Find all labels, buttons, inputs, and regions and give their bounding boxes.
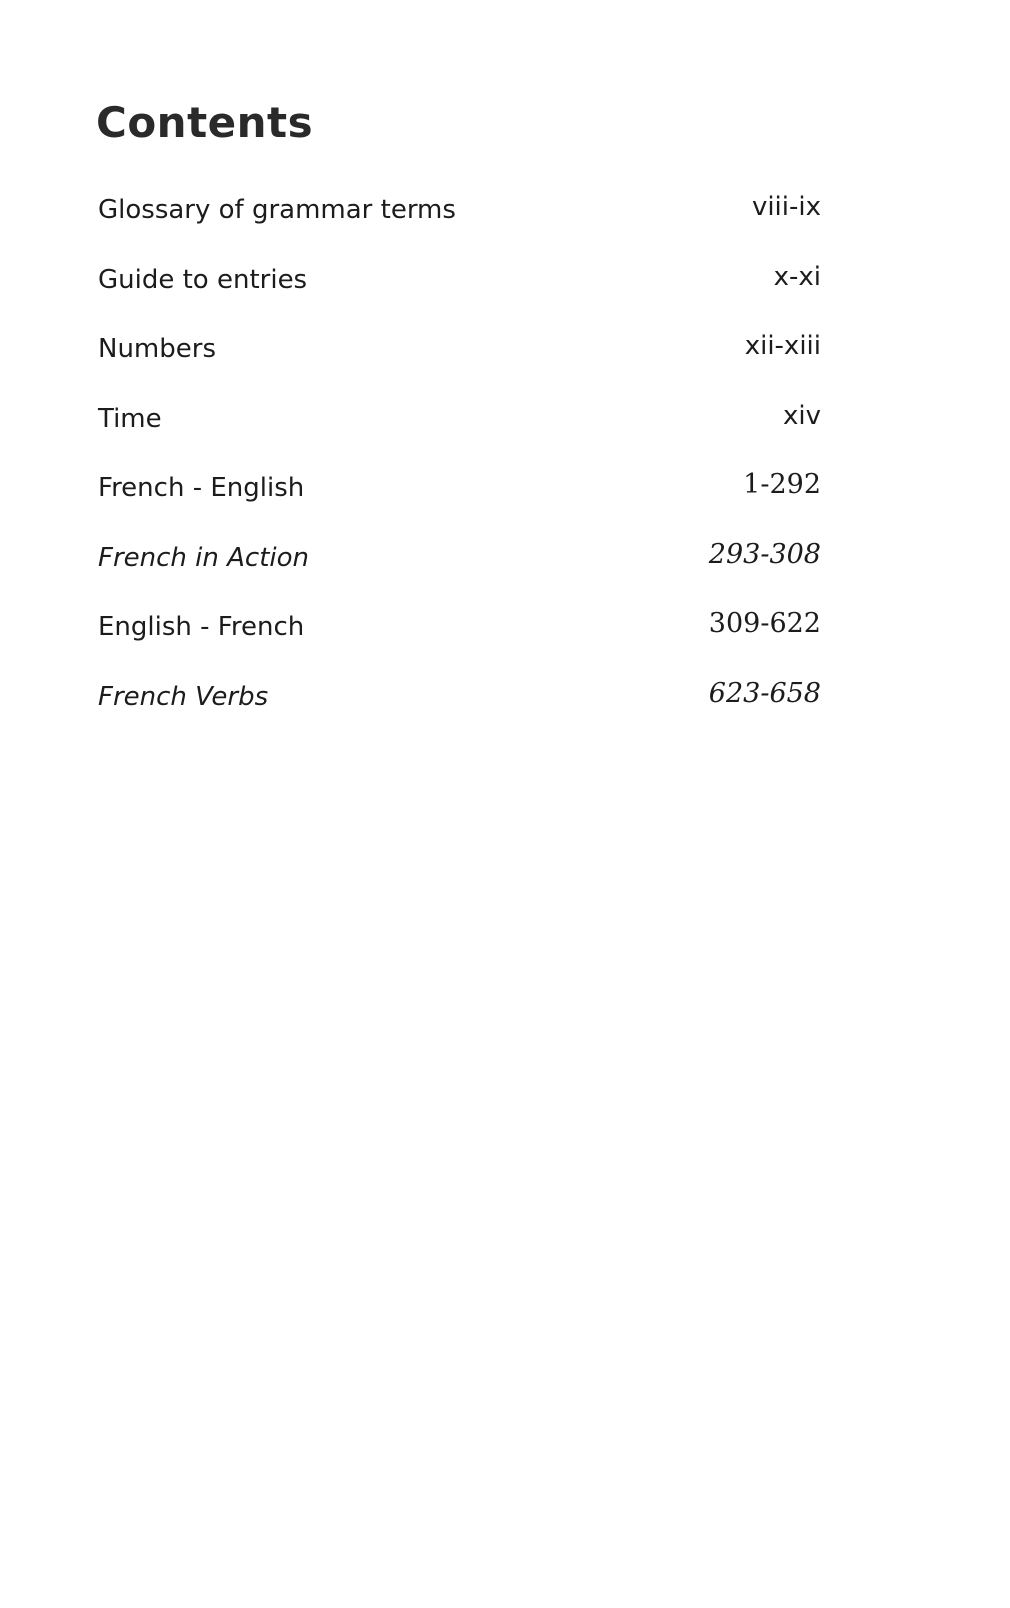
toc-entry-time	[96, 399, 821, 469]
toc-entry-glossary	[96, 190, 821, 260]
toc-entry-french-english	[96, 468, 821, 538]
toc-entry-pages: viii-ix	[751, 192, 821, 222]
toc-entry-english-french	[96, 607, 821, 677]
toc-entry-label: Glossary of grammar terms	[98, 195, 456, 225]
toc-entry-label: English - French	[98, 612, 305, 642]
toc-entry-numbers	[96, 329, 821, 399]
toc-entry-guide	[96, 260, 821, 330]
toc-entry-pages: xiv	[783, 400, 821, 431]
toc-entry-label: French in Action	[98, 542, 310, 573]
toc-entry-label: French Verbs	[98, 681, 269, 712]
toc-entry-pages: xii-xiii	[744, 331, 821, 361]
toc-entry-label: Time	[98, 403, 162, 434]
toc-entry-label: Guide to entries	[98, 264, 308, 295]
toc-entry-label: French - English	[98, 473, 305, 503]
toc-entry-label: Numbers	[98, 334, 216, 364]
toc-entry-french-verbs	[96, 677, 821, 747]
toc-entry-pages: 293-308	[708, 538, 821, 570]
page-title: Contents	[96, 98, 314, 147]
toc-entry-french-in-action	[96, 538, 821, 608]
toc-entry-pages: 309-622	[708, 608, 821, 639]
toc-entry-pages: x-xi	[773, 261, 821, 292]
toc-entry-pages: 623-658	[708, 677, 821, 709]
table-of-contents	[96, 190, 821, 746]
toc-entry-pages: 1-292	[743, 469, 821, 500]
